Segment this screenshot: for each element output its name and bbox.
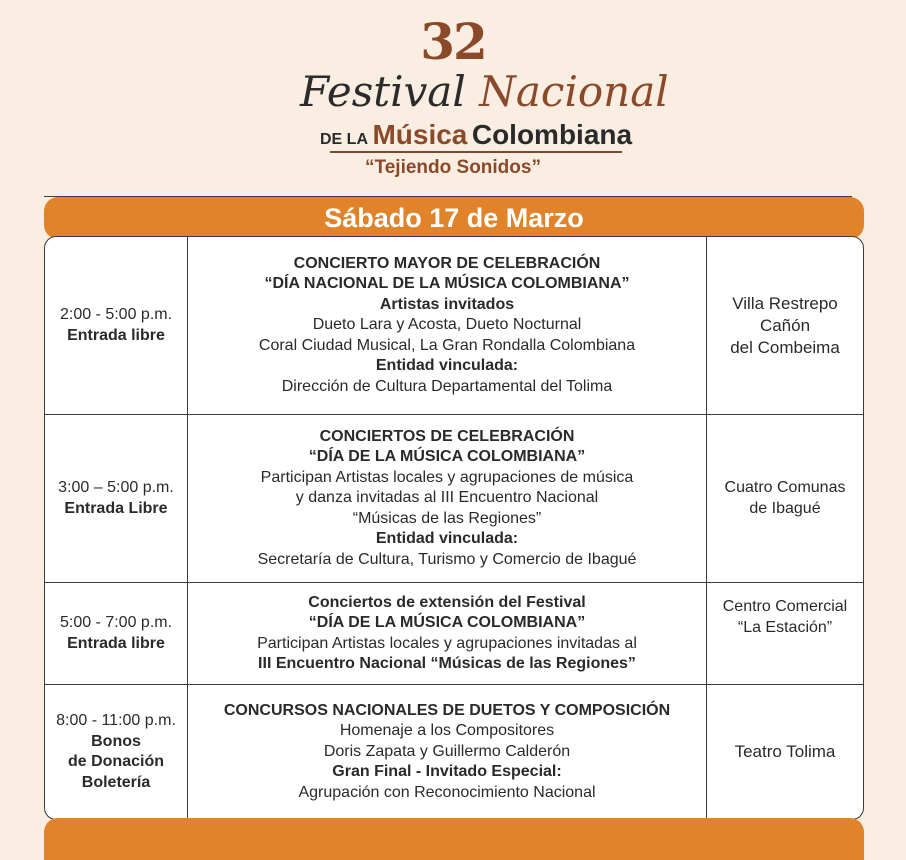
venue-cell	[707, 237, 863, 414]
tagline: “Tejiendo Sonidos”	[365, 157, 541, 178]
title-festival: Festival	[300, 67, 466, 116]
festival-title	[300, 66, 669, 118]
desc-line: “Músicas de las Regiones”	[352, 509, 542, 527]
time-cell	[45, 583, 187, 684]
event-admission-extra: de Donación	[67, 753, 164, 770]
subtitle-colombiana: Colombiana	[471, 119, 633, 150]
desc-line: CONCIERTOS DE CELEBRACIÓN	[319, 427, 575, 445]
desc-line: Gran Final - Invitado Especial:	[332, 763, 562, 781]
venue-line: “La Estación”	[737, 618, 833, 636]
event-time: 3:00 – 5:00 p.m.	[58, 479, 174, 496]
desc-line: Entidad vinculada:	[375, 530, 519, 548]
desc-line: “DÍA NACIONAL DE LA MÚSICA COLOMBIANA”	[264, 275, 630, 293]
festival-header	[0, 0, 906, 190]
desc-line: Entidad vinculada:	[375, 357, 519, 375]
desc-line: Dueto Lara y Acosta, Dueto Nocturnal	[312, 316, 582, 334]
desc-line: y danza invitadas al III Encuentro Nacional	[295, 489, 599, 507]
desc-line: Participan Artistas locales y agrupaciones invitadas al	[257, 634, 637, 652]
desc-line: CONCURSOS NACIONALES DE DUETOS Y COMPOSICIÓN	[223, 701, 671, 719]
description-cell	[188, 685, 706, 819]
event-admission: Entrada libre	[67, 634, 165, 652]
day-banner: Sábado 17 de Marzo	[44, 197, 864, 239]
venue-cell	[707, 583, 863, 684]
event-admission: Entrada Libre	[64, 499, 168, 517]
event-admission-extra: Boletería	[81, 773, 151, 791]
event-admission: Entrada libre	[67, 326, 165, 344]
description-cell	[188, 237, 706, 414]
venue-cell	[707, 685, 863, 819]
desc-line: “DÍA DE LA MÚSICA COLOMBIANA”	[308, 614, 586, 631]
description-cell	[188, 415, 706, 582]
event-time: 5:00 - 7:00 p.m.	[59, 614, 173, 631]
header-divider	[330, 151, 622, 153]
desc-line: “DÍA DE LA MÚSICA COLOMBIANA”	[308, 448, 586, 466]
desc-line: Homenaje a los Compositores	[339, 722, 555, 740]
desc-line: Conciertos de extensión del Festival	[308, 593, 586, 611]
venue-line: Teatro Tolima	[734, 741, 836, 761]
desc-line: Dirección de Cultura Departamental del Tolima	[281, 377, 613, 395]
desc-line: CONCIERTO MAYOR DE CELEBRACIÓN	[293, 254, 601, 272]
schedule-table	[44, 236, 864, 820]
event-time: 8:00 - 11:00 p.m.	[56, 712, 176, 729]
footer-bar	[44, 818, 864, 860]
description-cell	[188, 583, 706, 684]
venue-line: Cañón	[759, 315, 811, 335]
desc-line: Artistas invitados	[379, 295, 515, 313]
venue-cell	[707, 415, 863, 582]
desc-line: Agrupación con Reconocimiento Nacional	[298, 783, 596, 801]
desc-line: Doris Zapata y Guillermo Calderón	[323, 742, 571, 760]
edition-number: 32	[420, 12, 486, 71]
venue-line: Villa Restrepo	[732, 293, 838, 313]
event-time: 2:00 - 5:00 p.m.	[59, 306, 173, 323]
time-cell	[45, 415, 187, 582]
time-cell	[45, 237, 187, 414]
venue-line: de Ibagué	[749, 499, 821, 517]
subtitle-de-la: DE LA	[320, 131, 368, 148]
venue-line: Cuatro Comunas	[724, 479, 846, 496]
venue-line: Centro Comercial	[722, 598, 848, 615]
event-admission: Bonos	[91, 732, 141, 750]
desc-line: Participan Artistas locales y agrupaciones de música	[260, 468, 634, 486]
desc-line: Secretaría de Cultura, Turismo y Comercio de Ibagué	[257, 550, 637, 568]
time-cell	[45, 685, 187, 819]
desc-line: Coral Ciudad Musical, La Gran Rondalla Colombiana	[258, 336, 636, 354]
subtitle-musica: Música	[372, 119, 468, 150]
desc-line: III Encuentro Nacional “Músicas de las Regiones”	[258, 655, 636, 672]
venue-line: del Combeima	[730, 337, 840, 357]
title-nacional: Nacional	[479, 67, 669, 116]
